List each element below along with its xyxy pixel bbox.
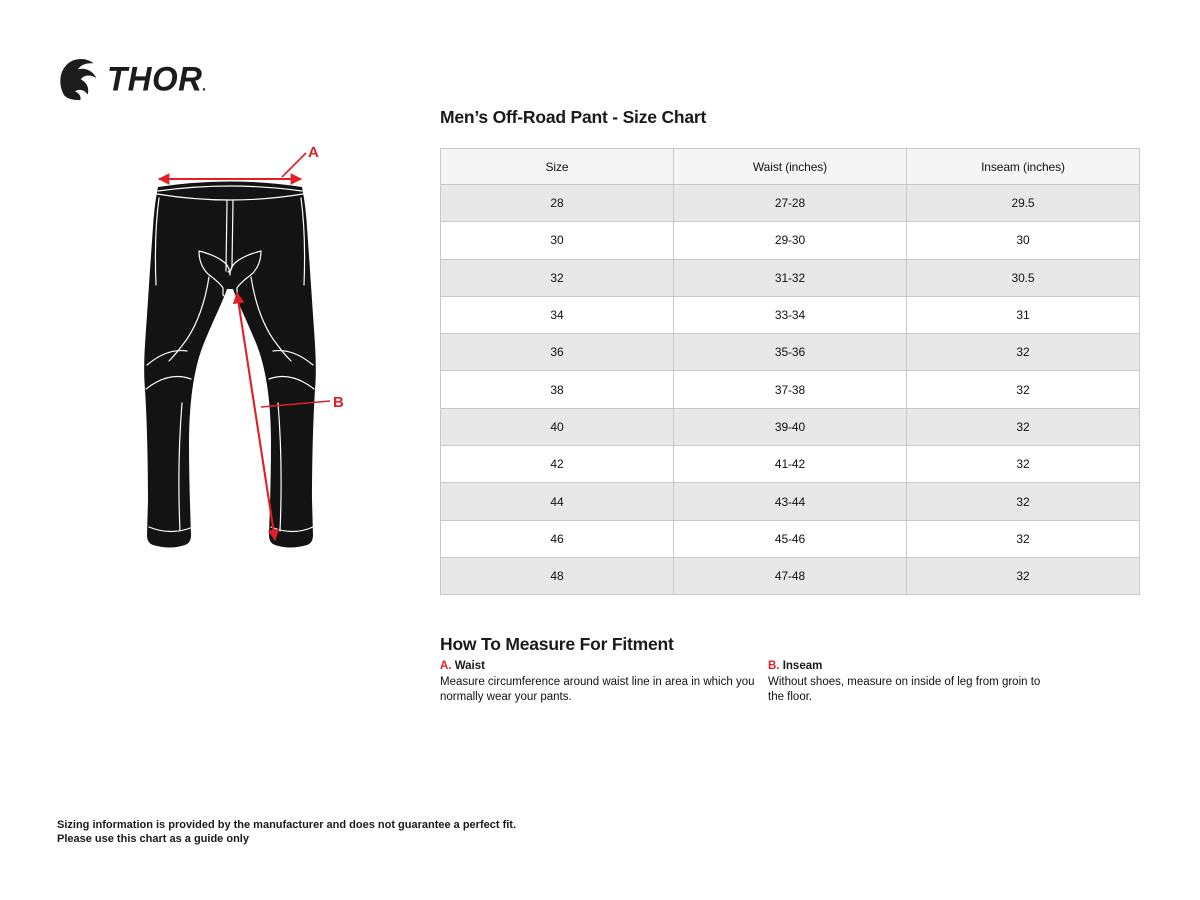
table-header (441, 149, 1140, 185)
table-cell: 36 (441, 334, 674, 371)
table-row (441, 222, 1140, 259)
label-b: B (333, 394, 344, 411)
table-cell: 38 (441, 371, 674, 408)
pants-silhouette (144, 182, 316, 548)
table-cell: 40 (441, 408, 674, 445)
table-row (441, 446, 1140, 483)
measure-key-b: B. (768, 660, 780, 672)
pants-measurement-figure (125, 135, 375, 565)
table-row (441, 371, 1140, 408)
table-cell: 32 (907, 334, 1140, 371)
table-cell: 28 (441, 185, 674, 222)
table-row (441, 296, 1140, 333)
measure-name-waist: Waist (454, 660, 485, 672)
column-header-inseam: Inseam (inches) (907, 149, 1140, 185)
table-cell: 34 (441, 296, 674, 333)
table-cell: 32 (907, 446, 1140, 483)
table-cell: 43-44 (674, 483, 907, 520)
table-cell: 47-48 (674, 557, 907, 594)
table-cell: 46 (441, 520, 674, 557)
table-cell: 29-30 (674, 222, 907, 259)
pants-diagram (125, 135, 375, 565)
brand-logo-text: THOR. (107, 59, 207, 98)
measure-description-inseam: Without shoes, measure on inside of leg from groin to the floor. (768, 676, 1041, 703)
table-cell: 32 (907, 408, 1140, 445)
measure-item-heading (768, 660, 1050, 672)
measure-item-inseam (768, 660, 1050, 705)
table-cell: 32 (907, 371, 1140, 408)
table-cell: 42 (441, 446, 674, 483)
table-row (441, 408, 1140, 445)
table-cell: 32 (907, 520, 1140, 557)
size-chart-table (440, 148, 1140, 595)
measure-item-heading (440, 660, 762, 672)
table-row (441, 483, 1140, 520)
how-to-measure-title: How To Measure For Fitment (440, 634, 674, 654)
disclaimer-line-1: Sizing information is provided by the manufacturer and does not guarantee a perfect fit. (57, 819, 517, 831)
table-cell: 27-28 (674, 185, 907, 222)
column-header-waist: Waist (inches) (674, 149, 907, 185)
brand-logo-period: . (202, 76, 207, 94)
brand-logo (57, 55, 207, 103)
table-cell: 35-36 (674, 334, 907, 371)
table-header-row (441, 149, 1140, 185)
table-row (441, 185, 1140, 222)
measure-item-waist (440, 660, 762, 705)
measure-description-waist: Measure circumference around waist line in area in which you normally wear your pants. (440, 676, 755, 703)
table-cell: 39-40 (674, 408, 907, 445)
goat-head-icon (57, 55, 101, 103)
label-a-pointer-line (282, 153, 306, 177)
table-cell: 32 (441, 259, 674, 296)
label-a: A (308, 144, 319, 161)
table-cell: 44 (441, 483, 674, 520)
table-cell: 30 (907, 222, 1140, 259)
table-cell: 31 (907, 296, 1140, 333)
table-cell: 45-46 (674, 520, 907, 557)
table-cell: 29.5 (907, 185, 1140, 222)
sizing-disclaimer (57, 819, 516, 846)
table-cell: 48 (441, 557, 674, 594)
column-header-size: Size (441, 149, 674, 185)
table-cell: 31-32 (674, 259, 907, 296)
table-cell: 33-34 (674, 296, 907, 333)
table-row (441, 334, 1140, 371)
table-row (441, 557, 1140, 594)
table-cell: 37-38 (674, 371, 907, 408)
disclaimer-line-2: Please use this chart as a guide only (57, 832, 249, 845)
measure-name-inseam: Inseam (782, 660, 823, 672)
table-cell: 30.5 (907, 259, 1140, 296)
size-table-body (441, 185, 1140, 595)
page-title: Men’s Off-Road Pant - Size Chart (440, 107, 707, 127)
measure-key-a: A. (440, 660, 452, 672)
table-cell: 30 (441, 222, 674, 259)
table-cell: 41-42 (674, 446, 907, 483)
table-row (441, 520, 1140, 557)
table-cell: 32 (907, 557, 1140, 594)
table-row (441, 259, 1140, 296)
table-cell: 32 (907, 483, 1140, 520)
